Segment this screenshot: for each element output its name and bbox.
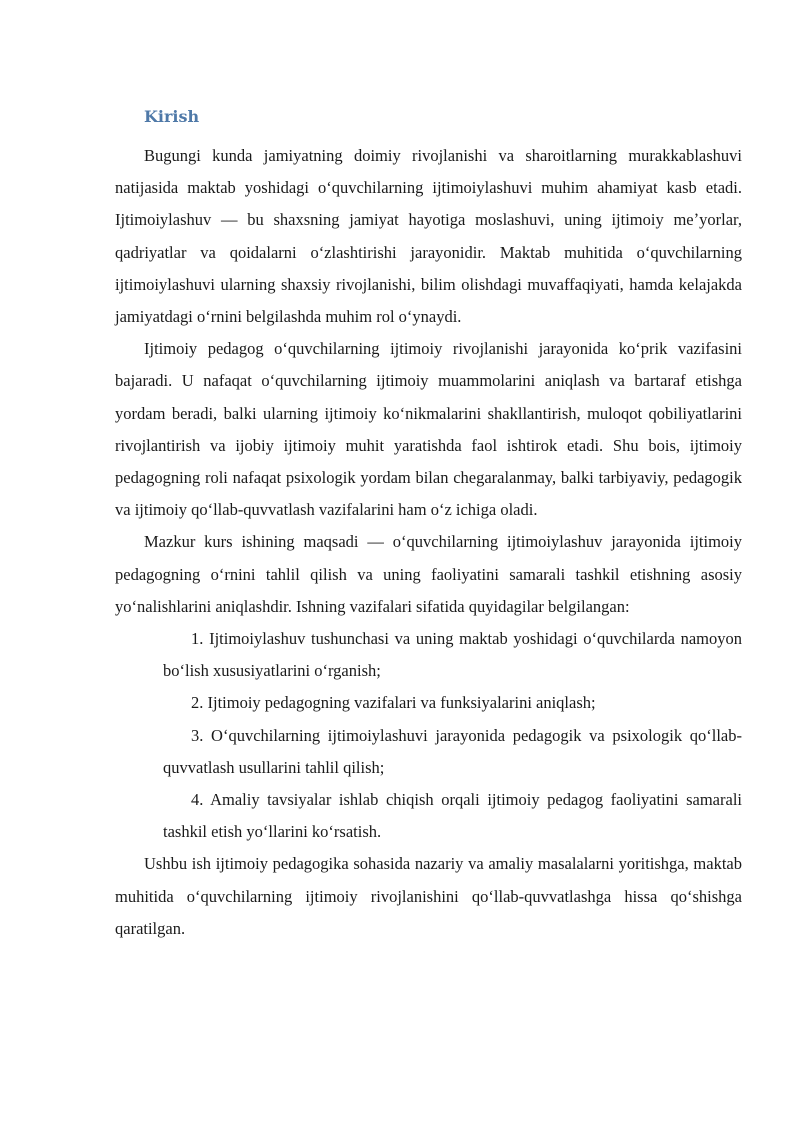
paragraph-purpose: Mazkur kurs ishining maqsadi — oʻquvchilarning ijtimoiylashuv jarayonida ijtimoiy pedagogning oʻrnini tahlil qilish va uning faoliyatini samarali tashkil etishning asosiy yoʻnalishlarini aniqlashdir. Ishning vazifalari sifatida quyidagilar belgilangan:: [115, 532, 742, 616]
list-item: 4. Amaliy tavsiyalar ishlab chiqish orqali ijtimoiy pedagog faoliyatini samarali tashkil etish yoʻllarini koʻrsatish.: [163, 790, 742, 842]
paragraph-role: Ijtimoiy pedagog oʻquvchilarning ijtimoiy rivojlanishi jarayonida koʻprik vazifasini bajaradi. U nafaqat oʻquvchilarning ijtimoiy muammolarini aniqlash va bartaraf etishga yordam beradi, balki ularning ijtimoiy koʻnikmalarini shakllantirish, muloqot qobiliyatlarini rivojlantirish va ijobiy ijtimoiy muhit yaratishda faol ishtirok etadi. Shu bois, ijtimoiy pedagogning roli nafaqat psixologik yordam bilan chegaralanmay, balki tarbiyaviy, pedagogik va ijtimoiy qoʻllab-quvvatlash vazifalarini ham oʻz ichiga oladi.: [115, 339, 742, 520]
paragraph-intro: Bugungi kunda jamiyatning doimiy rivojlanishi va sharoitlarning murakkablashuvi natijasida maktab yoshidagi oʻquvchilarning ijtimoiylashuvi muhim ahamiyat kasb etadi. Ijtimoiylashuv — bu shaxsning jamiyat hayotiga moslashuvi, uning ijtimoiy meʼyorlar, qadriyatlar va qoidalarni oʻzlashtirishi jarayonidir. Maktab muhitida oʻquvchilarning ijtimoiylashuvi ularning shaxsiy rivojlanishi, bilim olishdagi muvaffaqiyati, hamda kelajakda jamiyatdagi oʻrnini belgilashda muhim rol oʻynaydi.: [115, 146, 742, 327]
paragraph-closing: Ushbu ish ijtimoiy pedagogika sohasida nazariy va amaliy masalalarni yoritishga, maktab muhitida oʻquvchilarning ijtimoiy rivojlanishini qoʻllab-quvvatlashga hissa qoʻshishga qaratilgan.: [115, 854, 742, 938]
list-item: 3. Oʻquvchilarning ijtimoiylashuvi jarayonida pedagogik va psixologik qoʻllab-quvvatlash usullarini tahlil qilish;: [163, 725, 742, 777]
document-body: [115, 140, 742, 945]
list-item: 2. Ijtimoiy pedagogning vazifalari va funksiyalarini aniqlash;: [191, 693, 596, 713]
task-list: [115, 623, 742, 848]
section-heading: Kirish: [144, 107, 200, 126]
list-item: 1. Ijtimoiylashuv tushunchasi va uning maktab yoshidagi oʻquvchilarda namoyon boʻlish xususiyatlarini oʻrganish;: [163, 629, 742, 681]
